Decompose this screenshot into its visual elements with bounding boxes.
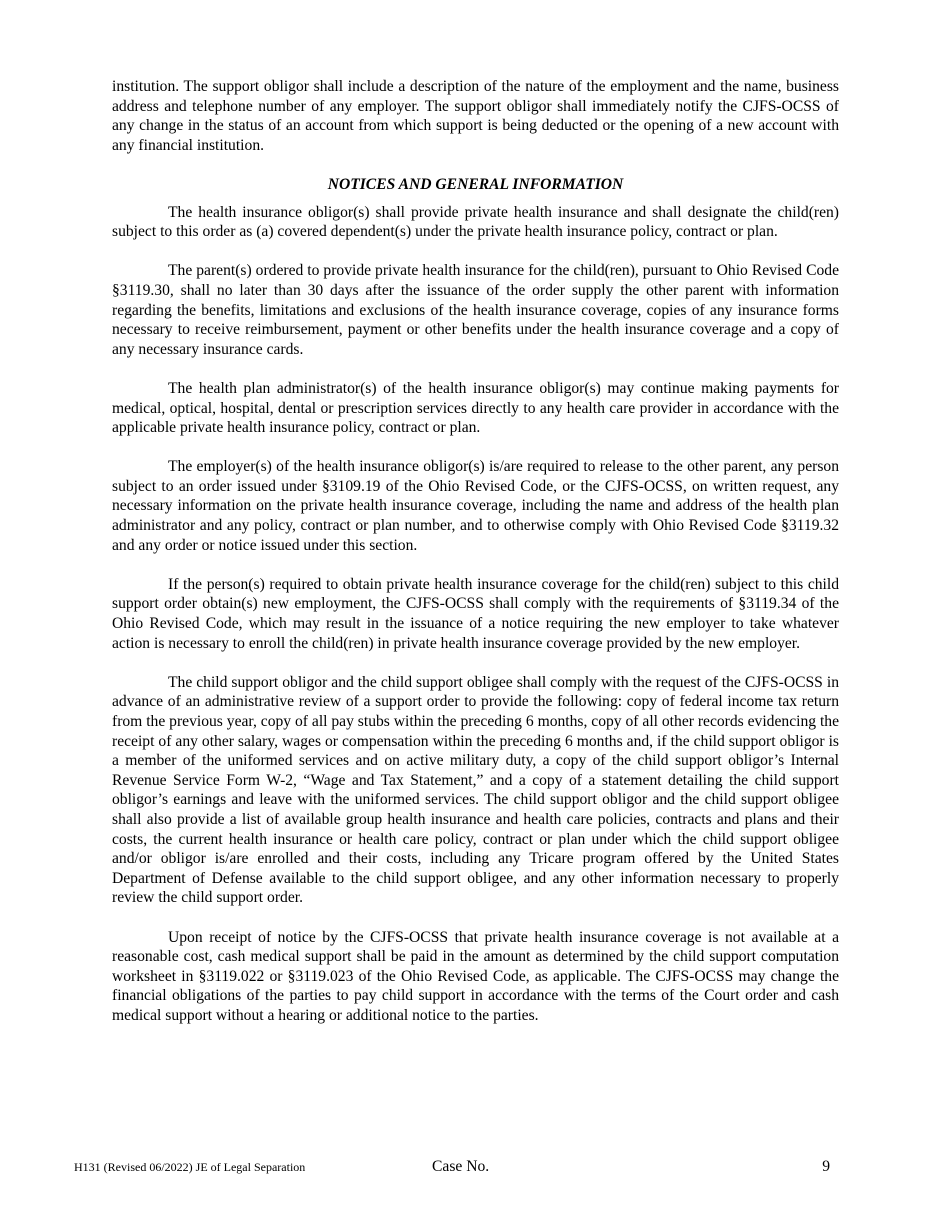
form-id: H131 (Revised 06/2022) JE of Legal Separation: [74, 1160, 306, 1174]
paragraph: The employer(s) of the health insurance obligor(s) is/are required to release to the other parent, any person subject to an order issued under §3109.19 of the Ohio Revised Code, or the CJFS-OCSS, on written request, any necessary information on the private health insurance coverage, including the name and address of the health plan administrator and any policy, contract or plan number, and to otherwise comply with Ohio Revised Code §3119.32 and any order or notice issued under this section.: [112, 458, 839, 554]
paragraph: The parent(s) ordered to provide private health insurance for the child(ren), pursuant to Ohio Revised Code §3119.30, shall no later than 30 days after the issuance of the order supply the other parent with information regarding the benefits, limitations and exclusions of the health insurance coverage, copies of any insurance forms necessary to receive reimbursement, payment or other benefits under the health insurance coverage and a copy of any necessary insurance cards.: [112, 262, 839, 358]
page-footer: [74, 1158, 834, 1178]
paragraph: The child support obligor and the child support obligee shall comply with the request of the CJFS-OCSS in advance of an administrative review of a support order to provide the following: copy of federal income tax return from the previous year, copy of all pay stubs within the preceding 6 months, copy of all other records evidencing the receipt of any other salary, wages or compensation within the preceding 6 months and, if the child support obligor is a member of the uniformed services and on active military duty, a copy of the child support obligor’s Internal Revenue Service Form W-2, “Wage and Tax Statement,” and a copy of a statement detailing the child support obligor’s earnings and leave with the uniformed services. The child support obligor and the child support obligee shall also provide a list of available group health insurance and health care policies, contracts and plans and their costs, the current health insurance or health care policy, contract or plan under which the child support obligee and/or obligor is/are enrolled and their costs, including any Tricare program offered by the United States Department of Defense available to the child support obligee, and any other information necessary to properly review the child support order.: [112, 673, 839, 907]
paragraph: Upon receipt of notice by the CJFS-OCSS that private health insurance coverage is not available at a reasonable cost, cash medical support shall be paid in the amount as determined by the child support computation worksheet in §3119.022 or §3119.023 of the Ohio Revised Code, as applicable. The CJFS-OCSS may change the financial obligations of the parties to pay child support in accordance with the terms of the Court order and cash medical support without a hearing or additional notice to the parties.: [112, 928, 839, 1024]
paragraph: The health insurance obligor(s) shall provide private health insurance and shall designate the child(ren) subject to this order as (a) covered dependent(s) under the private health insurance policy, contract or plan.: [112, 203, 839, 241]
paragraph-intro: institution. The support obligor shall include a description of the nature of the employment and the name, business address and telephone number of any employer. The support obligor shall immediately notify the CJFS-OCSS of any change in the status of an account from which support is being deducted or the opening of a new account with any financial institution.: [112, 78, 839, 154]
document-body: [112, 77, 839, 1045]
case-number-label: Case No.: [432, 1158, 490, 1175]
paragraph: If the person(s) required to obtain private health insurance coverage for the child(ren) subject to this child support order obtain(s) new employment, the CJFS-OCSS shall comply with the requirements of §3119.34 of the Ohio Revised Code, which may result in the issuance of a notice requiring the new employer to take whatever action is necessary to enroll the child(ren) in private health insurance coverage provided by the new employer.: [112, 575, 839, 652]
paragraph: The health plan administrator(s) of the health insurance obligor(s) may continue making payments for medical, optical, hospital, dental or prescription services directly to any health care provider in accordance with the applicable private health insurance policy, contract or plan.: [112, 379, 839, 437]
page-number: 9: [822, 1158, 830, 1175]
section-heading: NOTICES AND GENERAL INFORMATION: [327, 175, 624, 193]
